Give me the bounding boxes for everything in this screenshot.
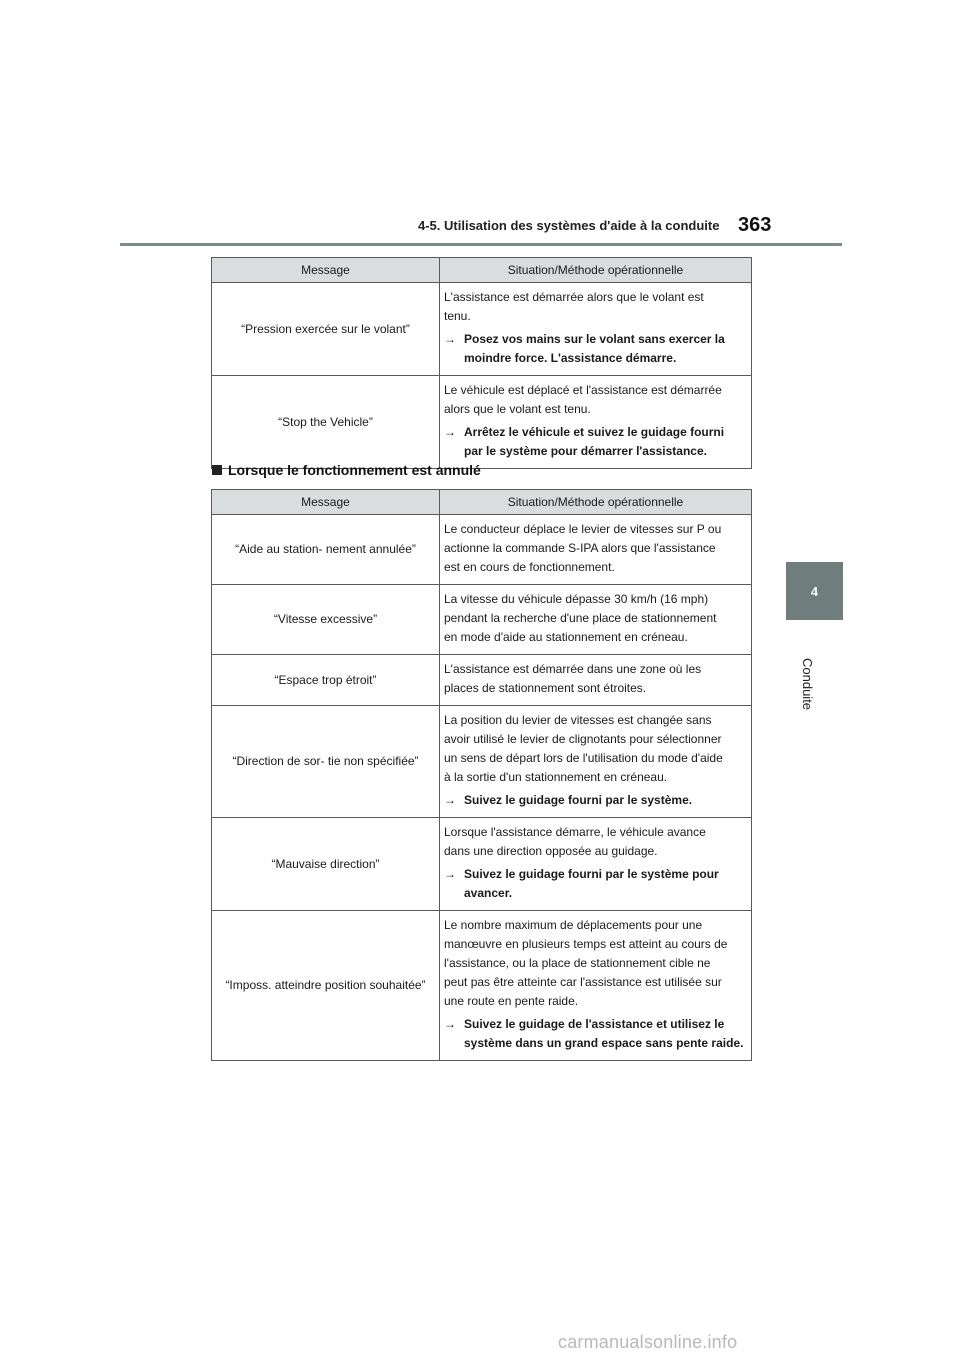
- table-row: [212, 376, 752, 469]
- situation-line: manœuvre en plusieurs temps est atteint au cours de: [444, 937, 728, 951]
- message-cell: “Imposs. atteindre position souhaitée”: [212, 911, 440, 1061]
- situation-line: alors que le volant est tenu.: [444, 402, 591, 416]
- message-cell: “Pression exercée sur le volant”: [212, 283, 440, 376]
- situation-line: dans une direction opposée au guidage.: [444, 844, 658, 858]
- chapter-tab[interactable]: [786, 562, 843, 620]
- situation-cell: [440, 655, 752, 706]
- situation-line: pendant la recherche d'une place de stationnement: [444, 611, 717, 625]
- situation-line: La position du levier de vitesses est changée sans: [444, 713, 712, 727]
- column-header-situation: Situation/Méthode opérationnelle: [440, 490, 752, 515]
- situation-line: est en cours de fonctionnement.: [444, 560, 615, 574]
- situation-line: Le véhicule est déplacé et l'assistance est démarrée: [444, 383, 722, 397]
- action-instruction: → Arrêtez le véhicule et suivez le guidage fourni par le système pour démarrer l'assistance.: [444, 425, 725, 458]
- table-row: [212, 515, 752, 585]
- bullet-square-icon: [212, 465, 222, 475]
- chapter-label: Conduite: [800, 658, 815, 711]
- column-header-situation: Situation/Méthode opérationnelle: [440, 258, 752, 283]
- situation-line: places de stationnement sont étroites.: [444, 681, 647, 695]
- situation-line: en mode d'aide au stationnement en créneau.: [444, 630, 688, 644]
- page-number: 363: [738, 214, 772, 236]
- situation-cell: [440, 911, 752, 1061]
- situation-cell: [440, 283, 752, 376]
- message-table-2: [211, 489, 752, 1061]
- action-instruction: → Posez vos mains sur le volant sans exercer la moindre force. L'assistance démarre.: [444, 332, 725, 365]
- situation-line: l'assistance, ou la place de stationnement cible ne: [444, 956, 711, 970]
- situation-line: à la sortie d'un stationnement en créneau.: [444, 770, 668, 784]
- chapter-number: 4: [810, 583, 819, 599]
- message-cell: “Direction de sor- tie non spécifiée”: [212, 706, 440, 818]
- situation-line: peut pas être atteinte car l'assistance est utilisée sur: [444, 975, 722, 989]
- situation-line: tenu.: [444, 309, 471, 323]
- situation-cell: [440, 585, 752, 655]
- column-header-message: Message: [212, 490, 440, 515]
- table-row: [212, 911, 752, 1061]
- column-header-message: Message: [212, 258, 440, 283]
- message-cell: “Mauvaise direction”: [212, 818, 440, 911]
- situation-cell: [440, 515, 752, 585]
- section-heading: Lorsque le fonctionnement est annulé: [212, 462, 481, 478]
- section-title: 4-5. Utilisation des systèmes d'aide à la conduite: [418, 218, 720, 233]
- watermark: carmanualsonline.info: [558, 1332, 738, 1352]
- situation-line: une route en pente raide.: [444, 994, 579, 1008]
- table-row: [212, 283, 752, 376]
- table-row: [212, 818, 752, 911]
- action-instruction: → Suivez le guidage fourni par le système.: [444, 791, 746, 810]
- arrow-right-icon: →: [444, 793, 456, 807]
- action-instruction: → Suivez le guidage de l'assistance et utilisez le système dans un grand espace sans pente raide.: [444, 1017, 744, 1050]
- message-table-1: [211, 257, 752, 469]
- message-cell: “Vitesse excessive”: [212, 585, 440, 655]
- situation-cell: [440, 706, 752, 818]
- situation-line: Le nombre maximum de déplacements pour une: [444, 918, 703, 932]
- situation-line: Lorsque l'assistance démarre, le véhicule avance: [444, 825, 706, 839]
- situation-line: un sens de départ lors de l'utilisation du mode d'aide: [444, 751, 723, 765]
- message-cell: “Stop the Vehicle”: [212, 376, 440, 469]
- arrow-right-icon: →: [444, 332, 456, 346]
- arrow-right-icon: →: [444, 1017, 456, 1031]
- header-divider: [120, 243, 842, 246]
- message-cell: “Aide au station- nement annulée”: [212, 515, 440, 585]
- situation-line: L'assistance est démarrée alors que le volant est: [444, 290, 704, 304]
- situation-line: L'assistance est démarrée dans une zone où les: [444, 662, 702, 676]
- situation-line: Le conducteur déplace le levier de vitesses sur P ou: [444, 522, 722, 536]
- situation-line: actionne la commande S-IPA alors que l'assistance: [444, 541, 716, 555]
- situation-cell: [440, 818, 752, 911]
- situation-cell: [440, 376, 752, 469]
- arrow-right-icon: →: [444, 867, 456, 881]
- table-header-row: [212, 258, 752, 283]
- situation-line: La vitesse du véhicule dépasse 30 km/h (16 mph): [444, 592, 709, 606]
- arrow-right-icon: →: [444, 425, 456, 439]
- message-cell: “Espace trop étroit”: [212, 655, 440, 706]
- action-instruction: → Suivez le guidage fourni par le système pour avancer.: [444, 867, 719, 900]
- situation-line: avoir utilisé le levier de clignotants pour sélectionner: [444, 732, 722, 746]
- table-row: [212, 706, 752, 818]
- table-row: [212, 655, 752, 706]
- table-row: [212, 585, 752, 655]
- table-header-row: [212, 490, 752, 515]
